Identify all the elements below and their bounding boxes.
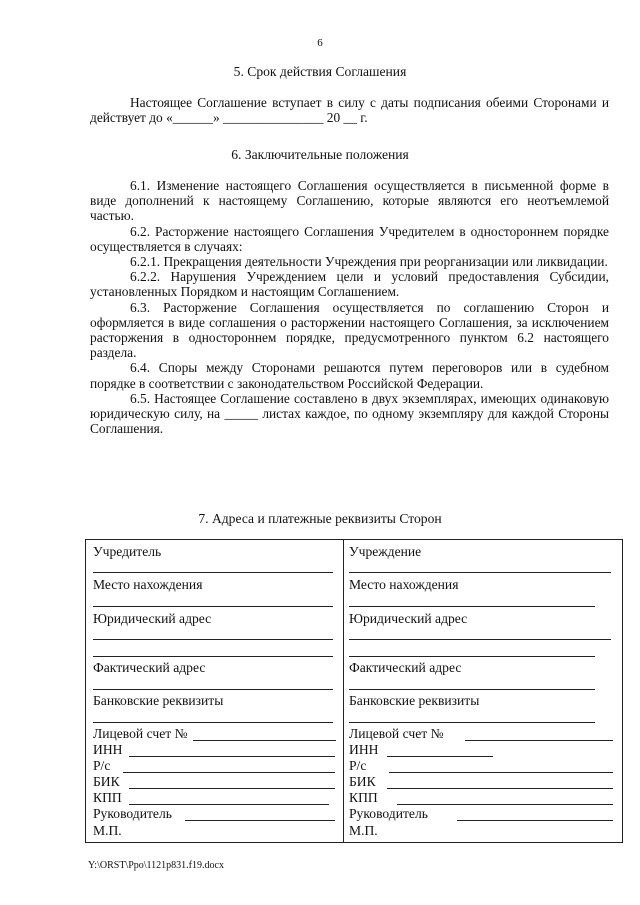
- institution-name-line: [349, 572, 611, 573]
- section-5-title: 5. Срок действия Соглашения: [233, 64, 407, 79]
- founder-location-label: Место нахождения: [93, 577, 203, 592]
- founder-actual-address-line: [93, 689, 333, 690]
- founder-bik-label: БИК: [93, 774, 120, 789]
- institution-inn-line: [387, 756, 493, 757]
- section-7-title: 7. Адреса и платежные реквизиты Сторон: [198, 511, 442, 526]
- institution-bank-details-line: [349, 722, 595, 723]
- founder-rs-line: [123, 772, 335, 773]
- founder-bik-line: [129, 788, 335, 789]
- institution-bik-label: БИК: [349, 774, 376, 789]
- institution-actual-address-label: Фактический адрес: [349, 660, 462, 675]
- founder-name-line: [93, 572, 333, 573]
- institution-label: Учреждение: [349, 544, 422, 559]
- table-column-divider: [343, 540, 344, 842]
- institution-legal-address-line-1: [349, 639, 611, 640]
- founder-location-line: [93, 606, 333, 607]
- founder-bank-details-label: Банковские реквизиты: [93, 693, 224, 708]
- page-number: 6: [317, 37, 323, 49]
- institution-actual-address-line: [349, 689, 595, 690]
- founder-rs-label: Р/с: [93, 758, 111, 773]
- institution-bik-line: [387, 788, 613, 789]
- institution-kpp-label: КПП: [349, 790, 378, 805]
- institution-bank-details-label: Банковские реквизиты: [349, 693, 480, 708]
- founder-legal-address-line-2: [93, 656, 333, 657]
- institution-location-label: Место нахождения: [349, 577, 459, 592]
- section-5-text: [90, 95, 609, 125]
- institution-rs-line: [389, 772, 613, 773]
- clause-6-5: 6.5. Настоящее Соглашение составлено в двух экземплярах, имеющих одинаковую юридическую силу, на _____ листах каждое, по одному экземпляру для каждой Стороны Соглашения.: [90, 390, 609, 437]
- founder-seal-label: М.П.: [93, 823, 122, 838]
- clause-6-4: 6.4. Споры между Сторонами решаются путем переговоров или в судебном порядке в соответствии с законодательством Российской Федерации.: [90, 360, 609, 391]
- file-path-footer: Y:\ORST\Ppo\1121p831.f19.docx: [88, 860, 224, 871]
- institution-head-signature-line: [457, 820, 613, 821]
- section-6-title: 6. Заключительные положения: [231, 147, 409, 162]
- clause-6-3: 6.3. Расторжение Соглашения осуществляется по соглашению Сторон и оформляется в виде соглашения о расторжении настоящего Соглашения, за исключением расторжения в одностороннем порядке, предусмотренного пунктом 6.2 настоящего раздела.: [90, 299, 609, 361]
- institution-legal-address-label: Юридический адрес: [349, 611, 468, 626]
- founder-account-label: Лицевой счет №: [93, 726, 188, 741]
- clause-6-2: 6.2. Расторжение настоящего Соглашения Учредителем в одностороннем порядке осуществляется в случаях:: [90, 223, 609, 254]
- clause-6-2-1: 6.2.1. Прекращения деятельности Учреждения при реорганизации или ликвидации.: [130, 254, 608, 270]
- founder-kpp-label: КПП: [93, 790, 122, 805]
- institution-account-line: [465, 740, 613, 741]
- founder-kpp-line: [129, 804, 329, 805]
- founder-bank-details-line: [93, 722, 333, 723]
- institution-seal-label: М.П.: [349, 823, 378, 838]
- founder-label: Учредитель: [93, 544, 162, 559]
- section-6-body: [90, 178, 609, 436]
- founder-head-signature-line: [185, 820, 335, 821]
- clause-6-2-2: 6.2.2. Нарушения Учреждением цели и условий предоставления Субсидии, установленных Порядком и настоящим Соглашением.: [90, 269, 609, 300]
- institution-head-label: Руководитель: [349, 806, 428, 821]
- founder-actual-address-label: Фактический адрес: [93, 660, 206, 675]
- institution-kpp-line: [397, 804, 613, 805]
- section-5-paragraph: Настоящее Соглашение вступает в силу с даты подписания обеими Сторонами и действует до «______» _______________ 20 __ г.: [90, 95, 609, 126]
- founder-inn-label: ИНН: [93, 742, 123, 757]
- founder-legal-address-line-1: [93, 639, 333, 640]
- institution-rs-label: Р/с: [349, 758, 367, 773]
- institution-account-label: Лицевой счет №: [349, 726, 444, 741]
- requisites-table: [85, 539, 623, 843]
- institution-legal-address-line-2: [349, 656, 595, 657]
- founder-legal-address-label: Юридический адрес: [93, 611, 212, 626]
- founder-inn-line: [129, 756, 335, 757]
- founder-account-line: [193, 740, 336, 741]
- institution-location-line: [349, 606, 595, 607]
- founder-head-label: Руководитель: [93, 806, 172, 821]
- clause-6-1: 6.1. Изменение настоящего Соглашения осуществляется в письменной форме в виде дополнений к настоящему Соглашению, которые являются его неотъемлемой частью.: [90, 178, 609, 224]
- institution-inn-label: ИНН: [349, 742, 379, 757]
